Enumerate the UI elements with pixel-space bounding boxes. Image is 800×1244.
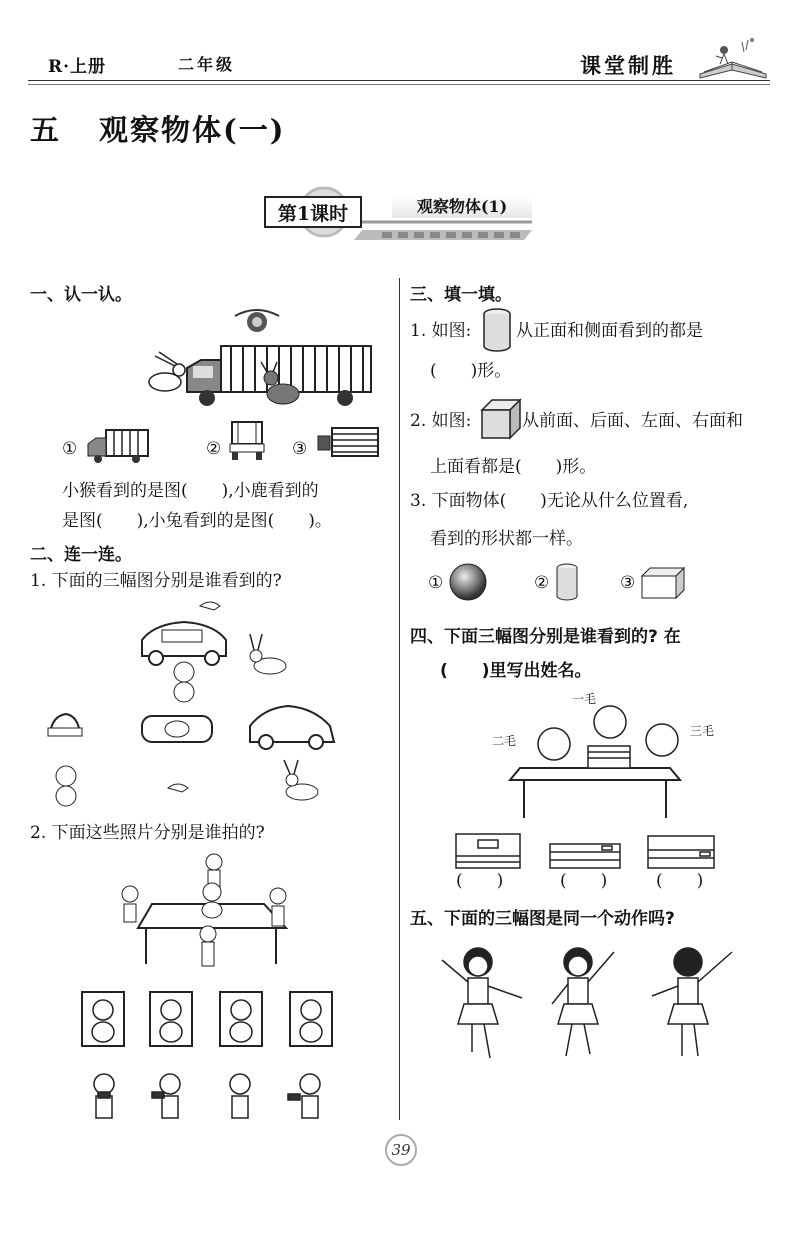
option-3-label: ③ xyxy=(292,439,308,459)
s3-q3-line-1: 3. 下面物体( )无论从什么位置看, xyxy=(410,491,689,511)
answer-blank-2: ( ) xyxy=(560,871,608,891)
header-rule xyxy=(28,80,770,81)
answer-blank-1: ( ) xyxy=(456,871,504,891)
girl-poses-illustration xyxy=(436,938,736,1068)
name-label-2: 二毛 xyxy=(492,734,517,748)
cube-icon xyxy=(478,398,522,440)
section-4-heading: 四、下面三幅图分别是谁看到的? 在 xyxy=(410,627,681,647)
unit-title xyxy=(30,108,285,149)
s2-question-1: 1. 下面的三幅图分别是谁看到的? xyxy=(30,571,282,591)
lesson-number-box: 第1课时 xyxy=(264,196,362,228)
s3-q1-prefix: 1. 如图: xyxy=(410,321,472,341)
unit-name: 观察物体(一) xyxy=(99,113,286,147)
three-boys-illustration xyxy=(480,688,720,828)
car-matching-illustration xyxy=(44,592,344,812)
section-5-heading: 五、下面的三幅图是同一个动作吗? xyxy=(410,909,675,929)
section-2-heading: 二、连一连。 xyxy=(30,545,132,565)
s3-q1-blank: ( )形。 xyxy=(430,361,512,381)
edition-label: R·上册 xyxy=(48,57,107,77)
option-1-label: ① xyxy=(62,439,78,459)
name-label-1: 一毛 xyxy=(572,692,597,706)
option-2-label: ② xyxy=(206,439,222,459)
photographers-row xyxy=(80,1068,336,1124)
truck-scene-illustration xyxy=(135,304,385,414)
unit-number: 五 xyxy=(30,113,62,147)
small-cylinder-icon xyxy=(554,562,580,602)
section-1-heading: 一、认一认。 xyxy=(30,285,132,305)
truck-back-view-icon xyxy=(228,420,268,462)
q1-text-line-1: 小猴看到的是图( ),小鹿看到的 xyxy=(62,481,319,501)
truck-side-view-icon xyxy=(86,426,150,464)
s3-option-1-label: ① xyxy=(428,573,444,593)
s3-q2-text: 从前面、后面、左面、右面和 xyxy=(522,411,743,431)
cylinder-icon xyxy=(480,306,514,354)
sphere-icon xyxy=(448,562,488,602)
column-divider xyxy=(399,278,400,1120)
lesson-name: 观察物体(1) xyxy=(392,196,532,218)
s3-option-2-label: ② xyxy=(534,573,550,593)
s3-q1-text: 从正面和侧面看到的都是 xyxy=(516,321,703,341)
monkey-photos-row xyxy=(80,990,336,1050)
cuboid-icon xyxy=(640,566,686,600)
page-number: 39 xyxy=(385,1134,417,1166)
series-title: 课堂制胜 xyxy=(580,53,676,78)
header-rule-thin xyxy=(28,84,770,85)
truck-top-view-icon xyxy=(316,426,382,458)
s3-q2-blank: 上面看都是( )形。 xyxy=(430,457,597,477)
book-logo-icon xyxy=(694,34,772,80)
s3-option-3-label: ③ xyxy=(620,573,636,593)
answer-blank-3: ( ) xyxy=(656,871,704,891)
section-4-heading-2: ( )里写出姓名。 xyxy=(440,661,592,681)
name-label-3: 三毛 xyxy=(690,724,715,738)
s2-question-2: 2. 下面这些照片分别是谁拍的? xyxy=(30,823,265,843)
q1-text-line-2: 是图( ),小兔看到的是图( )。 xyxy=(62,511,332,531)
s3-q2-prefix: 2. 如图: xyxy=(410,411,472,431)
grade-label: 二年级 xyxy=(178,55,236,74)
section-3-heading: 三、填一填。 xyxy=(410,285,512,305)
photo-scene-illustration xyxy=(116,852,296,978)
s3-q3-line-2: 看到的形状都一样。 xyxy=(430,529,583,549)
